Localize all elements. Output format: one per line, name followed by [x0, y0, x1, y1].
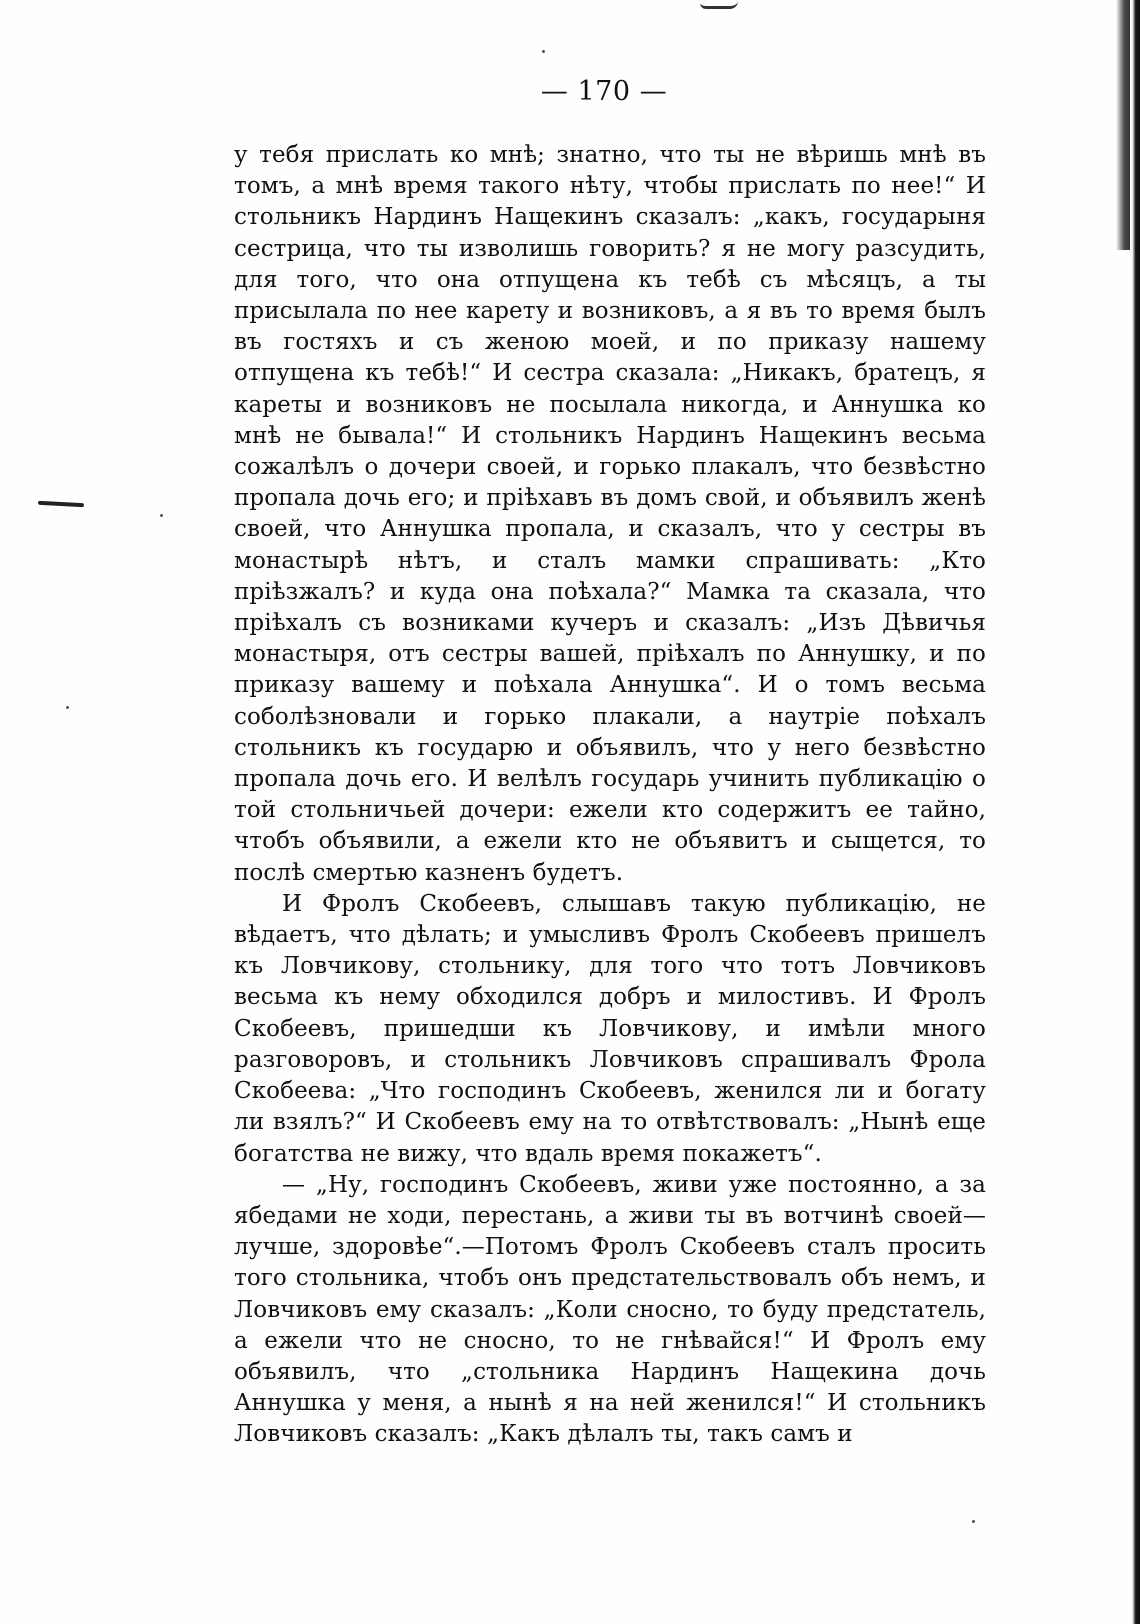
page-number: — 170 — — [540, 76, 668, 107]
scan-dot — [972, 1520, 975, 1523]
scan-edge-shadow-top — [1116, 0, 1130, 250]
scan-dot — [542, 50, 545, 53]
scan-mark-top — [700, 0, 738, 9]
scan-edge-shadow — [1130, 0, 1140, 1624]
paragraph: И Фролъ Скобеевъ, слышавъ такую публикацію, не вѣдаетъ, что дѣлать; и умысливъ Фролъ Скобеевъ пришелъ къ Ловчикову, стольнику, для того что тотъ Ловчиковъ весьма къ нему обходился добръ и милостивъ. И Фролъ Скобеевъ, пришедши къ Ловчикову, и имѣли много разговоровъ, и стольникъ Ловчиковъ спрашивалъ Фрола Скобеева: „Что господинъ Скобеевъ, женился ли и богату ли взялъ?“ И Скобеевъ ему на то отвѣтствовалъ: „Нынѣ еще богатства не вижу, что вдаль время покажетъ“. — [234, 890, 986, 1167]
scan-speck-left — [38, 501, 84, 507]
paragraph: — „Ну, господинъ Скобеевъ, живи уже постоянно, а за ябедами не ходи, перестань, а живи ты въ вотчинѣ своей—лучше, здоровѣе“.—Потомъ Фролъ Скобеевъ сталъ просить того стольника, чтобъ онъ предстательствовалъ объ немъ, и Ловчиковъ ему сказалъ: „Коли сносно, то буду предстатель, а ежели что не сносно, то не гнѣвайся!“ И Фролъ ему объявилъ, что „стольника Нардинъ Нащекина дочь Аннушка у меня, а нынѣ я на ней женился!“ И стольникъ Ловчиковъ сказалъ: „Какъ дѣлалъ ты, такъ самъ и — [234, 1171, 986, 1448]
body-text — [234, 140, 986, 1451]
scan-dot — [160, 514, 163, 517]
paragraph: у тебя прислать ко мнѣ; знатно, что ты не вѣришь мнѣ въ томъ, а мнѣ время такого нѣту, чтобы прислать по нее!“ И стольникъ Нардинъ Нащекинъ сказалъ: „какъ, государыня сестрица, что ты изволишь говорить? я не могу разсудить, для того, что она отпущена къ тебѣ съ мѣсяцъ, а ты присылала по нее карету и возниковъ, а я въ то время былъ въ гостяхъ и съ женою моей, и по приказу нашему отпущена къ тебѣ!“ И сестра сказала: „Никакъ, братецъ, я кареты и возниковъ не посылала никогда, и Аннушка ко мнѣ не бывала!“ И стольникъ Нардинъ Нащекинъ весьма сожалѣлъ о дочери своей, и горько плакалъ, что безвѣстно пропала дочь его; и пріѣхавъ въ домъ свой, и объявилъ женѣ своей, что Аннушка пропала, и сказалъ, что у сестры въ монастырѣ нѣтъ, и сталъ мамки спрашивать: „Кто пріѣзжалъ? и куда она поѣхала?“ Мамка та сказала, что пріѣхалъ съ возниками кучеръ и сказалъ: „Изъ Дѣвичья монастыря, отъ сестры вашей, пріѣхалъ по Аннушку, и по приказу вашему и поѣхала Аннушка“. И о томъ весьма соболѣзновали и горько плакали, а наутріе поѣхалъ стольникъ къ государю и объявилъ, что у него безвѣстно пропала дочь его. И велѣлъ государь учинить публикацію о той стольничьей дочери: ежели кто содержитъ ее тайно, чтобъ объявили, а ежели кто не объявитъ и сыщется, то послѣ смертью казненъ будетъ. — [234, 142, 986, 886]
scan-dot — [66, 706, 69, 709]
